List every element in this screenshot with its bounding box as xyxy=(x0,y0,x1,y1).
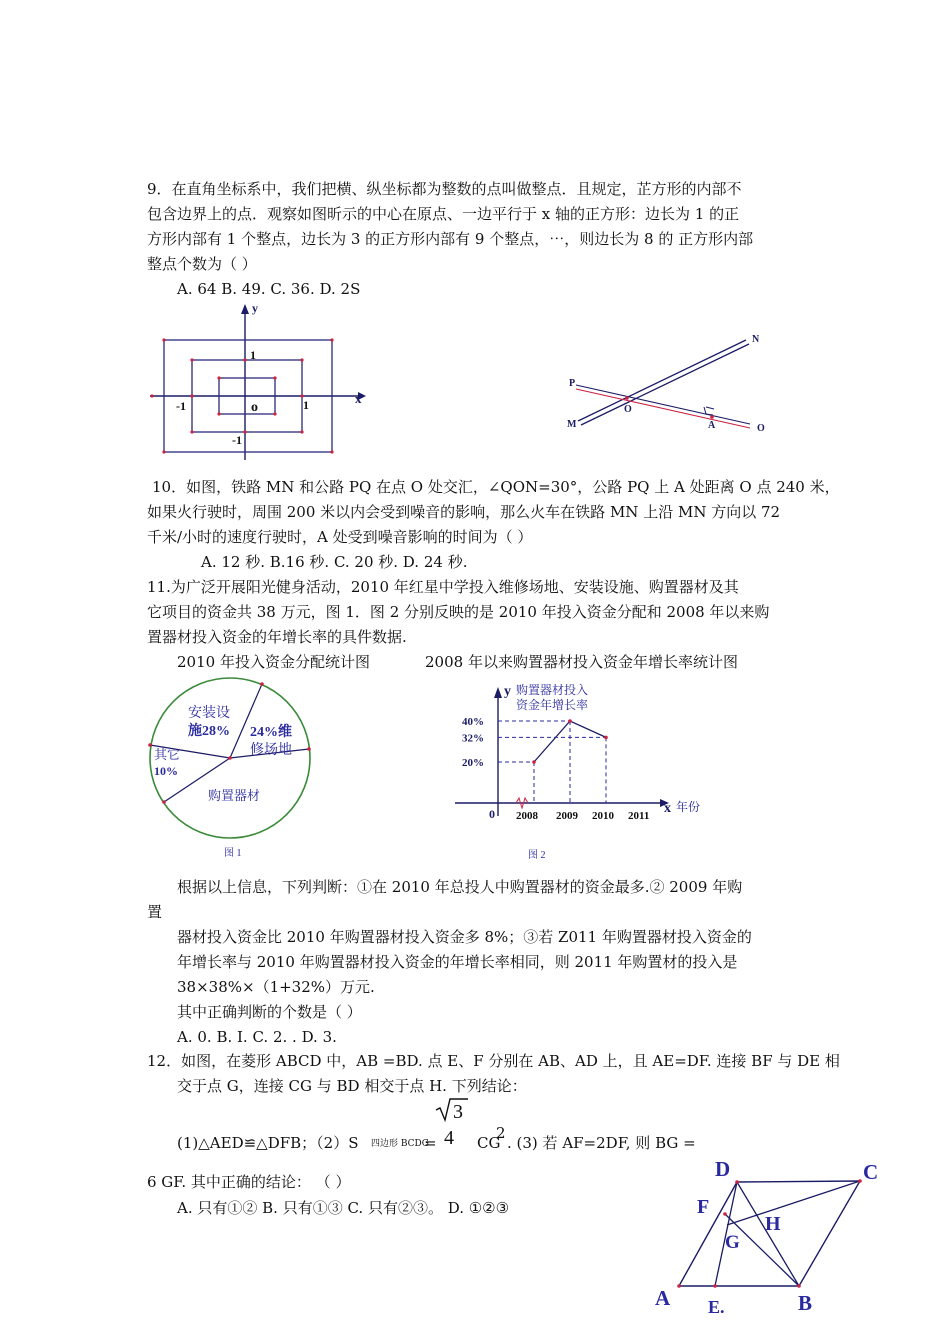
pie-slice-3-label: 购置器材 xyxy=(208,788,261,803)
q10-line2: 如果火行驶时，周围 200 米以内会受到噪音的影响，那么火车在铁路 MN 上沿 MN 方向以 72 xyxy=(147,503,781,521)
q11-judge3: 年增长率与 2010 年购置器材投入资金的年增长率相同，则 2011 年购置材的投入是 xyxy=(177,953,738,971)
q10-label-A: A xyxy=(708,420,716,431)
q10-road-line-b xyxy=(576,389,750,428)
lc-ytick-2: 40% xyxy=(462,716,484,728)
q10-label-N: N xyxy=(752,334,760,345)
q12-formula-a: (1)△AED≌△DFB；（2）S xyxy=(177,1134,359,1152)
lc-xtick-3: 2011 xyxy=(628,810,650,822)
q12-formula-d: . (3) 若 AF=2DF, 则 BG = xyxy=(507,1134,696,1152)
lc-x-label: x xyxy=(664,801,671,816)
q11-judge5: 其中正确判断的个数是（ ） xyxy=(177,1003,362,1021)
label-C: C xyxy=(863,1160,879,1184)
q9-label-neg1y: -1 xyxy=(232,433,242,447)
lc-point-1 xyxy=(568,719,572,723)
pie-slice-1-label-b: 修场地 xyxy=(250,743,292,758)
q11-line3: 置器材投入资金的年增长率的具件数据. xyxy=(147,628,407,646)
pie-caption: 图 1 xyxy=(224,848,242,859)
pie-slice-2-label-b: 10% xyxy=(154,764,178,778)
label-F: F xyxy=(697,1196,710,1218)
q9-options: A. 64 B. 49. C. 36. D. 2S xyxy=(177,280,361,298)
pie-slice-0-label-a: 安装设 xyxy=(188,706,230,721)
sqrt-sign xyxy=(436,1099,468,1120)
lc-origin: 0 xyxy=(489,807,495,821)
q9-line1: 9．在直角坐标系中，我们把横、纵坐标都为整数的点叫做整点．且规定，芷方形的内部不 xyxy=(147,180,742,198)
q10-label-P: P xyxy=(569,378,576,389)
lc-xtick-0: 2008 xyxy=(516,810,538,822)
label-G: G xyxy=(725,1232,740,1253)
lc-point-2 xyxy=(604,736,608,740)
label-H: H xyxy=(765,1213,781,1235)
q12-line2: 交于点 G，连接 CG 与 BD 相交于点 H. 下列结论： xyxy=(177,1077,527,1095)
lc-point-0 xyxy=(532,760,536,764)
q9-label-1y: 1 xyxy=(250,348,256,362)
q9-line4: 整点个数为（ ） xyxy=(147,255,257,273)
lc-xtick-2: 2010 xyxy=(592,810,614,822)
q12-formula-c: CG xyxy=(477,1134,501,1152)
lc-caption: 图 2 xyxy=(528,850,546,861)
q9-y-arrow xyxy=(241,304,249,314)
q9-label-neg1x: -1 xyxy=(176,399,186,413)
label-B: B xyxy=(798,1291,813,1315)
q10-label-O: O xyxy=(624,404,632,415)
chart-title-1: 2010 年投入资金分配统计图 xyxy=(177,653,370,671)
label-D: D xyxy=(715,1157,731,1181)
lc-ytick-1: 32% xyxy=(462,732,484,745)
q11-judge1: 根据以上信息，下列判断：①在 2010 年总投人中购置器材的资金最多.② 2009 年购 xyxy=(177,878,743,896)
q11-line1: 11.为广泛开展阳光健身活动，2010 年红星中学投入维修场地、安装设施、购置器材及其 xyxy=(147,578,739,596)
q12-line4: 6 GF. 其中正确的结论： （ ） xyxy=(147,1173,351,1191)
line-chart xyxy=(450,676,720,861)
lc-x-title: 年份 xyxy=(676,800,701,814)
q12-formula-sup: 2 xyxy=(496,1124,506,1142)
q12-options: A. 只有①② B. 只有①③ C. 只有②③。 D. ①②③ xyxy=(177,1199,510,1217)
q10-options: A. 12 秒. B.16 秒. C. 20 秒. D. 24 秒. xyxy=(201,553,468,571)
q10-crossing-figure xyxy=(560,328,780,438)
q10-label-M: M xyxy=(567,419,577,430)
q10-line3: 千米/小时的速度行驶时，A 处受到噪音影响的时间为（ ） xyxy=(147,528,533,546)
lc-y-title-1: 购置器材投入 xyxy=(516,683,589,697)
q11-judge2: 器材投入资金比 2010 年购置器材投入资金多 8%；③若 Z011 年购置器材投入资金的 xyxy=(177,928,752,946)
q9-label-1x: 1 xyxy=(303,398,309,412)
label-A: A xyxy=(655,1286,671,1310)
q10-label-Q: O xyxy=(757,423,765,434)
pie-chart xyxy=(146,676,316,859)
q12-fraction-sqrt3-over-4 xyxy=(432,1096,472,1150)
q9-line3: 方形内部有 1 个整点，边长为 3 的正方形内部有 9 个整点，⋯，则边长为 8 的 正方形内部 xyxy=(147,230,754,248)
q10-line1: 10．如图，铁路 MN 和公路 PQ 在点 O 处交汇，∠QON=30°，公路 PQ 上 A 处距离 O 点 240 米， xyxy=(152,478,840,496)
q9-line2: 包含边界上的点．观察如图昕示的中心在原点、一边平行于 x 轴的正方形：边长为 1 的正 xyxy=(147,205,740,223)
lc-series-line xyxy=(534,721,606,762)
sqrt-radicand: 3 xyxy=(453,1101,463,1123)
q9-squares-figure xyxy=(140,298,380,468)
fraction-denominator: 4 xyxy=(444,1127,454,1149)
q10-railway-line-a xyxy=(578,340,746,421)
q11-line2: 它项目的资金共 38 万元，图 1．图 2 分别反映的是 2010 年投入资金分配和 2008 年以来购 xyxy=(147,603,770,621)
q12-formula-sub: 四边形 BCDG xyxy=(371,1139,429,1149)
q9-y-label: y xyxy=(252,301,258,315)
lc-ytick-0: 20% xyxy=(462,757,484,769)
q10-road-line-a xyxy=(576,385,750,424)
lc-y-title-2: 资金年增长率 xyxy=(516,698,589,712)
pie-slice-1-label-a: 24%维 xyxy=(250,725,292,740)
pie-slice-2-label-a: 其它 xyxy=(154,747,181,762)
q11-judge4: 38×38%×（1+32%）万元. xyxy=(177,978,375,996)
q9-origin-label: o xyxy=(251,400,258,415)
q10-railway-line-b xyxy=(581,344,749,425)
q11-judge1b: 置 xyxy=(147,903,163,921)
pie-slice-0-label-b: 施28% xyxy=(188,724,230,739)
q11-options: A. 0. B. I. C. 2. . D. 3. xyxy=(177,1028,337,1046)
segment-CG xyxy=(727,1181,860,1225)
label-E: E. xyxy=(708,1297,725,1317)
chart-title-2: 2008 年以来购置器材投入资金年增长率统计图 xyxy=(425,653,738,671)
q12-rhombus-figure xyxy=(650,1150,890,1340)
q12-formula-b: = xyxy=(424,1134,437,1152)
lc-y-label: y xyxy=(504,684,511,699)
q9-x-label: x xyxy=(355,391,362,406)
q12-line1: 12．如图，在菱形 ABCD 中，AB =BD. 点 E、F 分别在 AB、AD 上，且 AE=DF. 连接 BF 与 DE 相 xyxy=(147,1052,840,1070)
lc-xtick-1: 2009 xyxy=(556,810,578,822)
